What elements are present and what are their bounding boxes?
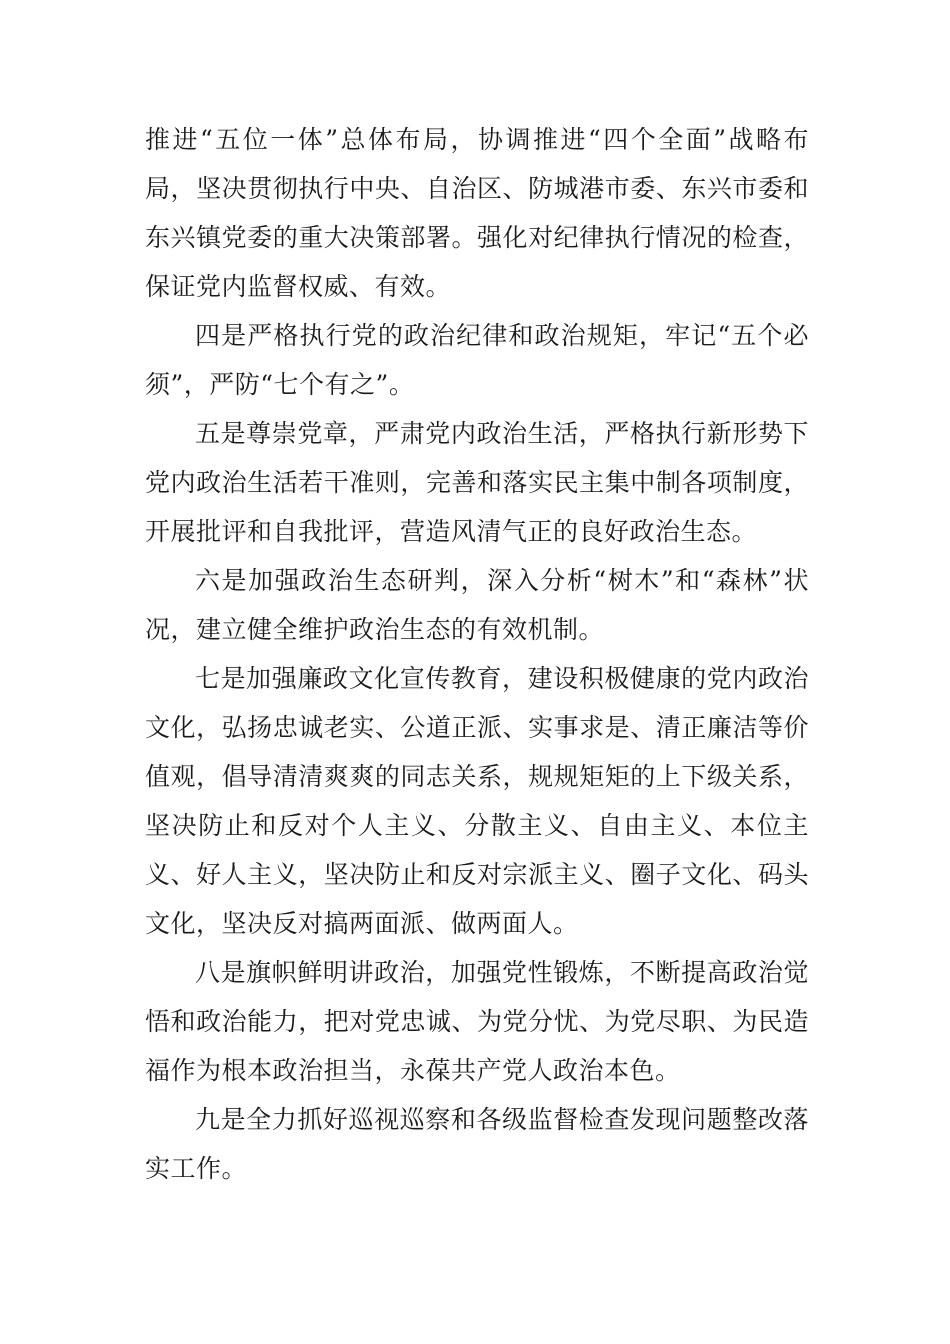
document-body: [145, 115, 809, 1193]
paragraph-item-eight: 八是旗帜鲜明讲政治，加强党性锻炼，不断提高政治觉悟和政治能力，把对党忠诚、为党分忧、为党尽职、为民造福作为根本政治担当，永葆共产党人政治本色。: [145, 958, 809, 1085]
paragraph-item-four: 四是严格执行党的政治纪律和政治规矩，牢记“五个必须”，严防“七个有之”。: [145, 321, 809, 399]
paragraph-item-seven: 七是加强廉政文化宣传教育，建设积极健康的党内政治文化，弘扬忠诚老实、公道正派、实事求是、清正廉洁等价值观，倡导清清爽爽的同志关系，规规矩矩的上下级关系，坚决防止和反对个人主义、分散主义、自由主义、本位主义、好人主义，坚决防止和反对宗派主义、圈子文化、码头文化，坚决反对搞两面派、做两面人。: [145, 664, 809, 938]
paragraph-item-five: 五是尊崇党章，严肃党内政治生活，严格执行新形势下党内政治生活若干准则，完善和落实民主集中制各项制度，开展批评和自我批评，营造风清气正的良好政治生态。: [145, 419, 809, 546]
paragraph-item-nine: 九是全力抓好巡视巡察和各级监督检查发现问题整改落实工作。: [145, 1105, 809, 1183]
paragraph-item-six: 六是加强政治生态研判，深入分析“树木”和“森林”状况，建立健全维护政治生态的有效机制。: [145, 566, 809, 644]
paragraph-continuation: 推进“五位一体”总体布局，协调推进“四个全面”战略布局，坚决贯彻执行中央、自治区、防城港市委、东兴市委和东兴镇党委的重大决策部署。强化对纪律执行情况的检查，保证党内监督权威、有效。: [145, 125, 809, 301]
